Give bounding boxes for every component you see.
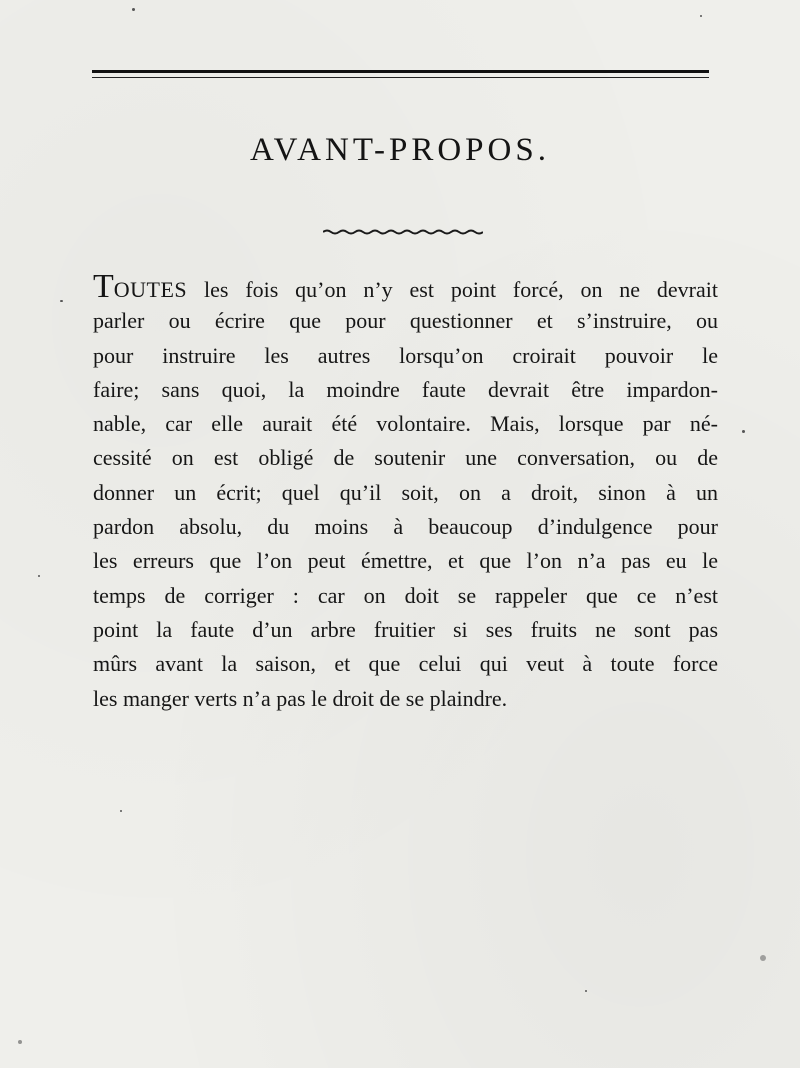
text-line — [93, 270, 718, 304]
page-heading: AVANT-PROPOS. — [250, 132, 550, 168]
paper-speck — [700, 15, 702, 17]
text-line: cessité on est obligé de soutenir une conversation, ou de — [93, 445, 718, 471]
text-line: mûrs avant la saison, et que celui qui veut à toute force — [93, 651, 718, 677]
text-line: parler ou écrire que pour questionner et s’instruire, ou — [93, 308, 718, 334]
text-line: point la faute d’un arbre fruitier si ses fruits ne sont pas — [93, 616, 718, 642]
text-line: pardon absolu, du moins à beaucoup d’indulgence pour — [93, 514, 718, 540]
text-line: les erreurs que l’on peut émettre, et que l’on n’a pas eu le — [93, 548, 718, 574]
drop-cap: T — [93, 268, 114, 305]
text-line: les manger verts n’a pas le droit de se plaindre. — [93, 685, 508, 711]
top-double-rule — [92, 70, 709, 78]
text-line: pour instruire les autres lorsqu’on croirait pouvoir le — [93, 342, 718, 368]
text-line: temps de corriger : car on doit se rappeler que ce n’est — [93, 582, 718, 608]
text-line: faire; sans quoi, la moindre faute devrait être impardon- — [93, 376, 718, 402]
paper-speck — [585, 990, 587, 992]
foreword-paragraph — [93, 270, 718, 716]
paper-speck — [742, 430, 745, 433]
text-line: nable, car elle aurait été volontaire. Mais, lorsque par né- — [93, 411, 718, 437]
show-through-texture — [95, 735, 720, 965]
paper-speck — [760, 955, 766, 961]
paper-speck — [38, 575, 40, 577]
small-caps-word: OUTES — [113, 277, 188, 302]
paper-speck — [120, 810, 122, 812]
paper-speck — [18, 1040, 22, 1044]
text-line-content: les fois qu’on n’y est point forcé, on ne devrait — [187, 277, 718, 302]
text-line: donner un écrit; quel qu’il soit, on a droit, sinon à un — [93, 479, 718, 505]
paper-speck — [60, 300, 63, 302]
ornamental-rule — [323, 228, 483, 236]
paper-speck — [132, 8, 135, 11]
